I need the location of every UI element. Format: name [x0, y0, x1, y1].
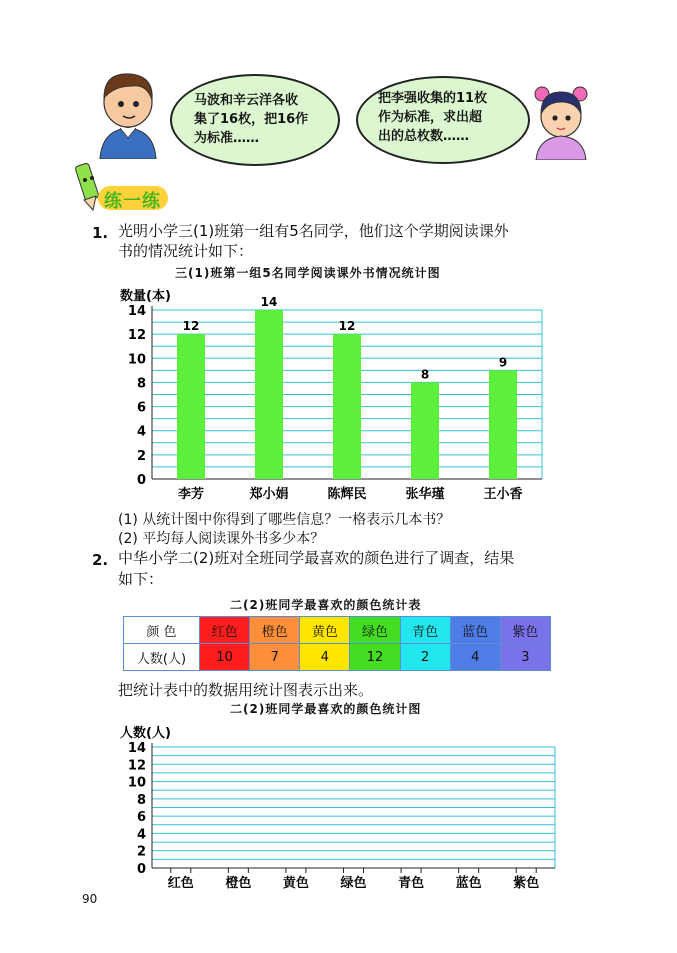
q1-sub-1: (1) 从统计图中你得到了哪些信息？一格表示几本书？ [118, 512, 451, 528]
count-cell: 12 [350, 644, 400, 671]
reading-bar-chart [118, 283, 558, 505]
color-name-cell: 红色 [200, 617, 250, 644]
x-category-label: 蓝色 [455, 876, 482, 891]
color-name-cell: 绿色 [350, 617, 400, 644]
speech-right-line-3: 出的总枚数…… [378, 129, 470, 144]
y-tick-label: 12 [127, 328, 146, 344]
color-name-cell: 橙色 [250, 617, 300, 644]
bar [333, 334, 361, 479]
bar [177, 334, 205, 479]
y-axis-label: 数量(本) [120, 289, 171, 304]
x-category-label: 青色 [398, 876, 425, 891]
count-cell: 3 [500, 644, 550, 671]
table-title: 二(2)班同学最喜欢的颜色统计表 [230, 598, 422, 612]
y-tick-label: 8 [136, 376, 146, 392]
y-tick-label: 0 [136, 862, 146, 877]
y-tick-label: 6 [136, 400, 146, 416]
y-tick-label: 2 [136, 448, 146, 464]
color-table-count-row [124, 644, 551, 671]
speech-right-line-1: 把李强收集的11枚 [378, 91, 488, 106]
x-category-label: 橙色 [225, 876, 252, 891]
bar [489, 370, 517, 479]
color-name-cell: 紫色 [500, 617, 550, 644]
girl-illustration [530, 78, 592, 160]
q1-line-1: 光明小学三(1)班第一组有5名同学，他们这个学期阅读课外 [118, 222, 509, 240]
y-tick-label: 0 [136, 473, 146, 488]
speech-right-line-2: 作为标准，求出超 [378, 110, 483, 125]
bar [255, 310, 283, 479]
speech-left-line-1: 马波和辛云洋各收 [194, 93, 299, 108]
x-category-label: 绿色 [340, 876, 367, 891]
color-table-header-row [124, 617, 551, 644]
color-table-row-label: 人数(人) [124, 644, 200, 671]
x-category-label: 陈辉民 [327, 487, 367, 502]
color-name-cell: 青色 [400, 617, 450, 644]
count-cell: 10 [200, 644, 250, 671]
color-name-cell: 蓝色 [450, 617, 500, 644]
q2-number: 2. [92, 551, 109, 569]
bar-value-label: 12 [182, 319, 200, 334]
x-category-label: 张华瑾 [405, 487, 445, 502]
color-name-cell: 黄色 [300, 617, 350, 644]
bar-value-label: 9 [498, 355, 508, 370]
y-tick-label: 10 [127, 775, 146, 791]
y-tick-label: 2 [136, 844, 146, 860]
x-category-label: 红色 [167, 876, 194, 891]
y-tick-label: 12 [127, 758, 146, 774]
chart1-title: 三(1)班第一组5名同学阅读课外书情况统计图 [175, 266, 441, 280]
q1-number: 1. [92, 224, 109, 242]
x-category-label: 郑小娟 [249, 487, 289, 502]
speech-bubble-right [356, 76, 530, 164]
y-tick-label: 4 [136, 424, 146, 440]
speech-left-line-2: 集了16枚，把16作 [194, 112, 309, 127]
q1-line-2: 书的情况统计如下： [118, 242, 254, 260]
count-cell: 7 [250, 644, 300, 671]
section-label: 练一练 [104, 191, 161, 212]
q2-line-2: 如下： [118, 570, 164, 588]
y-tick-label: 8 [136, 792, 146, 808]
y-tick-label: 4 [136, 827, 146, 843]
x-category-label: 紫色 [513, 876, 540, 891]
bar-value-label: 14 [260, 295, 278, 309]
count-cell: 4 [450, 644, 500, 671]
boy-illustration [92, 64, 162, 159]
bar-value-label: 8 [420, 367, 430, 382]
x-category-label: 黄色 [282, 876, 309, 891]
x-category-label: 李芳 [177, 487, 205, 502]
color-table [123, 616, 551, 671]
color-table-header-label: 颜 色 [124, 617, 200, 644]
q2-instruction: 把统计表中的数据用统计图表示出来。 [118, 681, 374, 699]
bar-value-label: 12 [338, 319, 356, 334]
y-tick-label: 10 [127, 352, 146, 368]
q1-sub-2: (2) 平均每人阅读课外书多少本？ [118, 531, 325, 547]
x-category-label: 王小香 [483, 487, 523, 502]
q2-line-1: 中华小学二(2)班对全班同学最喜欢的颜色进行了调查，结果 [118, 549, 515, 567]
y-axis-label: 人数(人) [120, 726, 171, 741]
y-tick-label: 14 [127, 741, 146, 756]
count-cell: 2 [400, 644, 450, 671]
bar [411, 382, 439, 479]
speech-left-line-3: 为标准…… [194, 131, 260, 146]
y-tick-label: 14 [127, 304, 146, 319]
y-tick-label: 6 [136, 810, 146, 826]
chart2-title: 二(2)班同学最喜欢的颜色统计图 [230, 702, 422, 716]
page-number: 90 [82, 892, 98, 906]
count-cell: 4 [300, 644, 350, 671]
speech-bubble-left [170, 74, 340, 166]
color-bar-chart-blank [118, 716, 568, 894]
